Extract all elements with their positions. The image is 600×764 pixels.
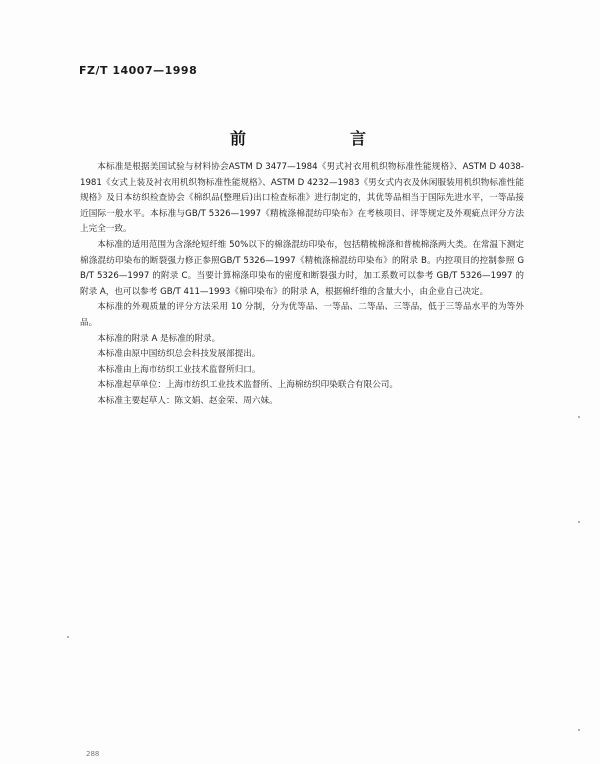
scan-speck bbox=[67, 636, 69, 638]
paragraph-scope: 本标准的适用范围为含涤纶短纤维 50%以下的棉涤混纺印染布，包括精梳棉涤和普梳棉涤两大类。在常温下测定棉涤混纺印染布的断裂强力修正参照GB/T 5326—1997《精梳涤棉混纺印染布》的附录 B。内控项目的控制参照 GB/T 5326—1997 的附录 C。当要计算棉涤印染布的密度和断裂强力时，加工系数可以参考 GB/T 5326—1997 的附录 A，也可以参考 GB/T 411—1993《棉印染布》的附录 A，根据棉纤维的含量大小，由企业自己决定。 bbox=[80, 239, 524, 297]
standard-code: FZ/T 14007—1998 bbox=[79, 64, 198, 77]
paragraph-drafting-unit: 本标准起草单位：上海市纺织工业技术监督所、上海棉纺织印染联合有限公司。 bbox=[97, 380, 398, 391]
page-title: 前 言 bbox=[229, 129, 410, 148]
body-text bbox=[80, 160, 524, 410]
paragraph-administrator: 本标准由上海市纺织工业技术监督所归口。 bbox=[97, 364, 261, 375]
scan-speck bbox=[578, 416, 580, 418]
scan-speck bbox=[578, 729, 580, 731]
page-number: 288 bbox=[86, 750, 100, 758]
paragraph-appendix: 本标准的附录 A 是标准的附录。 bbox=[97, 333, 221, 344]
paragraph-drafters: 本标准主要起草人：陈文娟、赵金荣、周六妹。 bbox=[97, 395, 278, 406]
paragraph-basis: 本标准是根据美国试验与材料协会ASTM D 3477—1984《男式衬衣用机织物标准性能规格》、ASTM D 4038- 1981《女式上装及衬衣用机织物标准性能规格》、ASTM D 4232—1983《男女式内衣及休闲服装用机织物标准性能规格》及日本纺织检查协会《棉织品(整理后)出口检查标准》进行制定的，其优等品相当于国际先进水平，一等品接近国际一般水平。本标准与GB/T 5326—1997《精梳涤棉混纺印染布》在考核项目、评等规定及外观疵点评分方法上完全一致。 bbox=[80, 162, 524, 235]
paragraph-grading: 本标准的外观质量的评分方法采用 10 分制，分为优等品、一等品、二等品、三等品，低于三等品水平的为等外品。 bbox=[80, 302, 524, 328]
paragraph-proposer: 本标准由原中国纺织总会科技发展部提出。 bbox=[97, 349, 261, 360]
scan-speck bbox=[578, 521, 580, 523]
